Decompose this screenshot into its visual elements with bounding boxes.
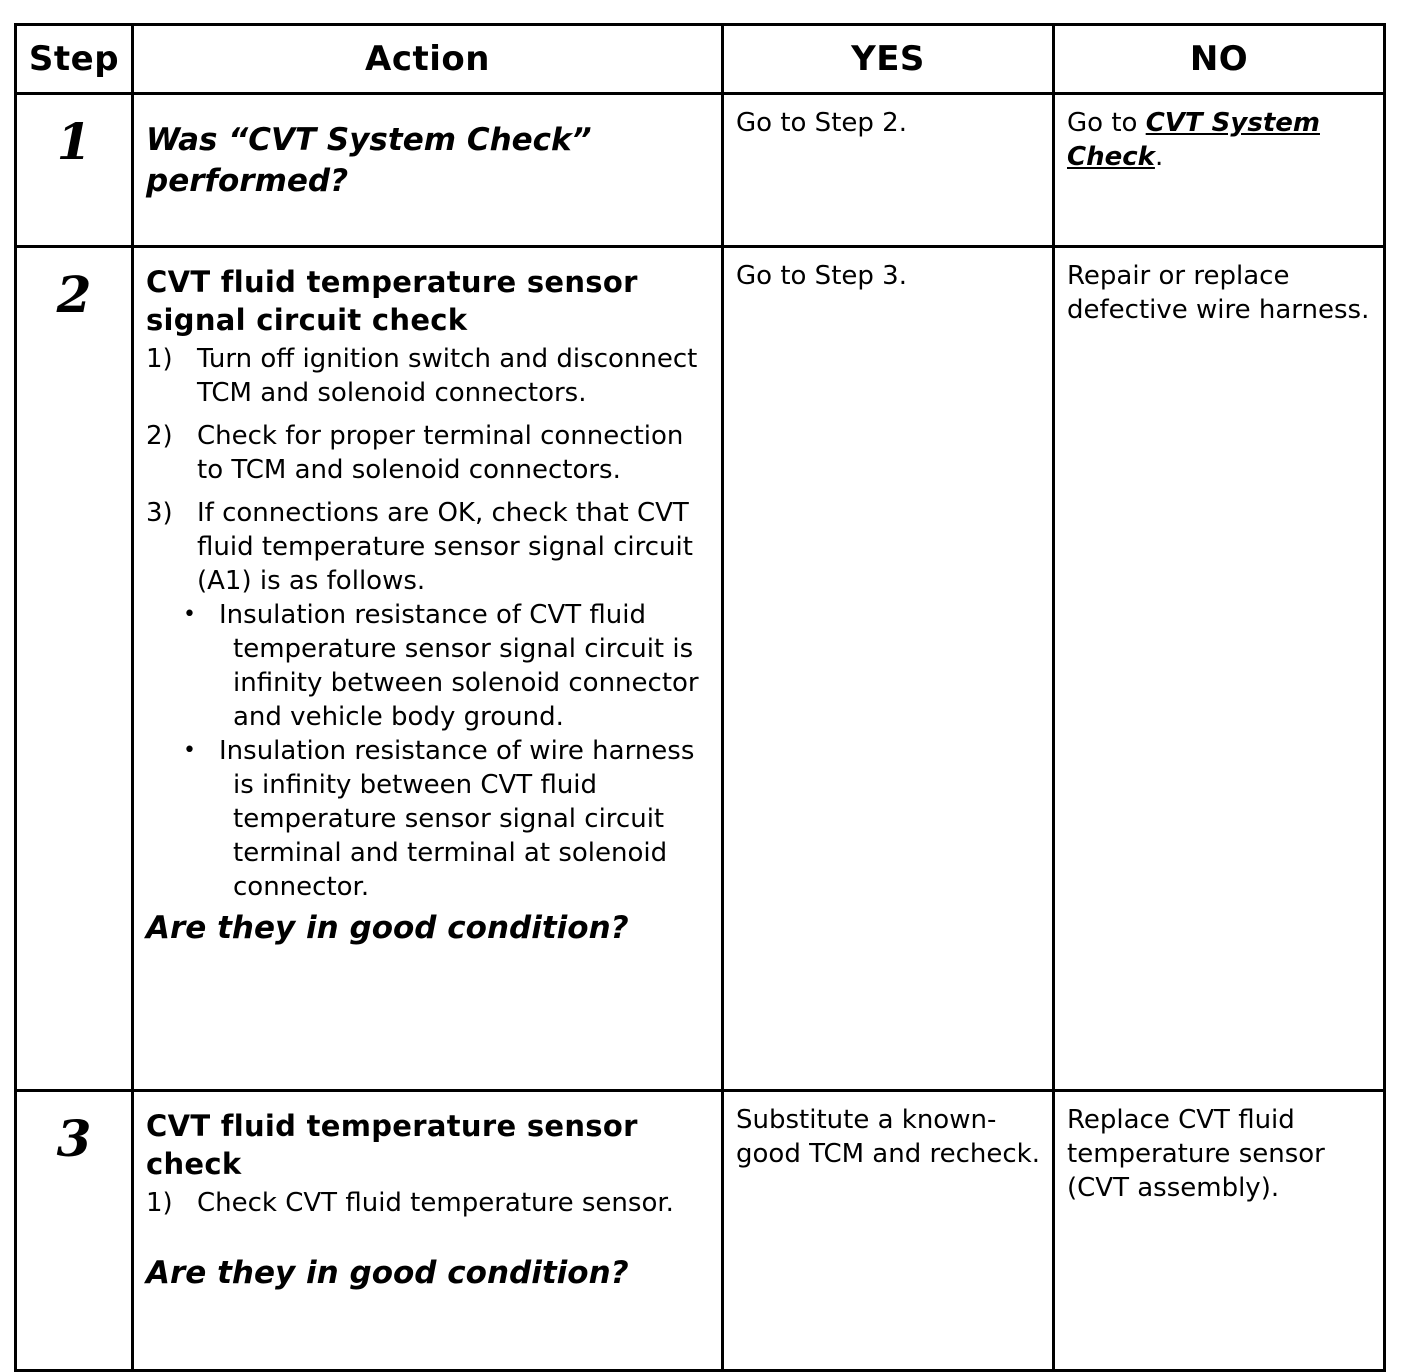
header-yes: YES [723,25,1054,94]
bullet-text: Insulation resistance of wire harness is infinity between CVT fluid temperature sensor signal circuit terminal and terminal at solenoid connector. [219,736,695,902]
item-text: Check for proper terminal connection to TCM and solenoid connectors. [197,421,684,485]
yes-cell: Go to Step 3. [723,247,1054,1091]
item-number: 3) [146,498,173,528]
no-cell: Repair or replace defective wire harness. [1054,247,1385,1091]
header-no: NO [1054,25,1385,94]
header-step: Step [16,25,133,94]
action-cell [133,247,723,1091]
bullet-text: Insulation resistance of CVT fluid temperature sensor signal circuit is infinity between solenoid connector and vehicle body ground. [219,600,699,732]
bullet-dot-icon: • [183,602,196,627]
item-text: Turn off ignition switch and disconnect TCM and solenoid connectors. [197,344,698,408]
step-question: Are they in good condition? [146,910,629,946]
step-list [146,1186,703,1220]
action-cell [133,94,723,247]
yes-cell: Go to Step 2. [723,94,1054,247]
yes-cell: Substitute a known-good TCM and recheck. [723,1091,1054,1371]
step-list [146,342,703,904]
table-row [16,1091,1385,1371]
list-item [146,496,703,904]
bullet-list [183,598,703,904]
item-number: 1) [146,1188,173,1218]
bullet-item [183,734,703,904]
no-cell [1054,94,1385,247]
no-cell: Replace CVT fluid temperature sensor (CVT assembly). [1054,1091,1385,1371]
list-item [146,342,703,410]
cvt-system-check-link[interactable]: CVT System Check [1067,108,1320,172]
action-cell [133,1091,723,1371]
item-body [183,496,703,904]
header-action: Action [133,25,723,94]
no-prefix: Go to [1067,108,1146,138]
no-suffix: . [1154,142,1164,172]
step-title: CVT fluid temperature sensor signal circuit check [146,265,638,337]
bullet-dot-icon: • [183,738,196,763]
table-row [16,94,1385,247]
list-item [146,419,703,487]
step-question: Was “CVT System Check” performed? [146,122,592,199]
step-number: 1 [16,94,133,247]
item-number: 1) [146,344,173,374]
step-question: Are they in good condition? [146,1255,629,1291]
table-row [16,247,1385,1091]
list-item [146,1186,703,1220]
step-title: CVT fluid temperature sensor check [146,1109,638,1181]
item-number: 2) [146,421,173,451]
item-text: If connections are OK, check that CVT fluid temperature sensor signal circuit (A1) is as follows. [197,498,693,596]
diagnostic-table [14,23,1386,1372]
bullet-item [183,598,703,734]
item-text: Check CVT fluid temperature sensor. [197,1188,674,1218]
step-number: 2 [16,247,133,1091]
step-number: 3 [16,1091,133,1371]
header-row [16,25,1385,94]
